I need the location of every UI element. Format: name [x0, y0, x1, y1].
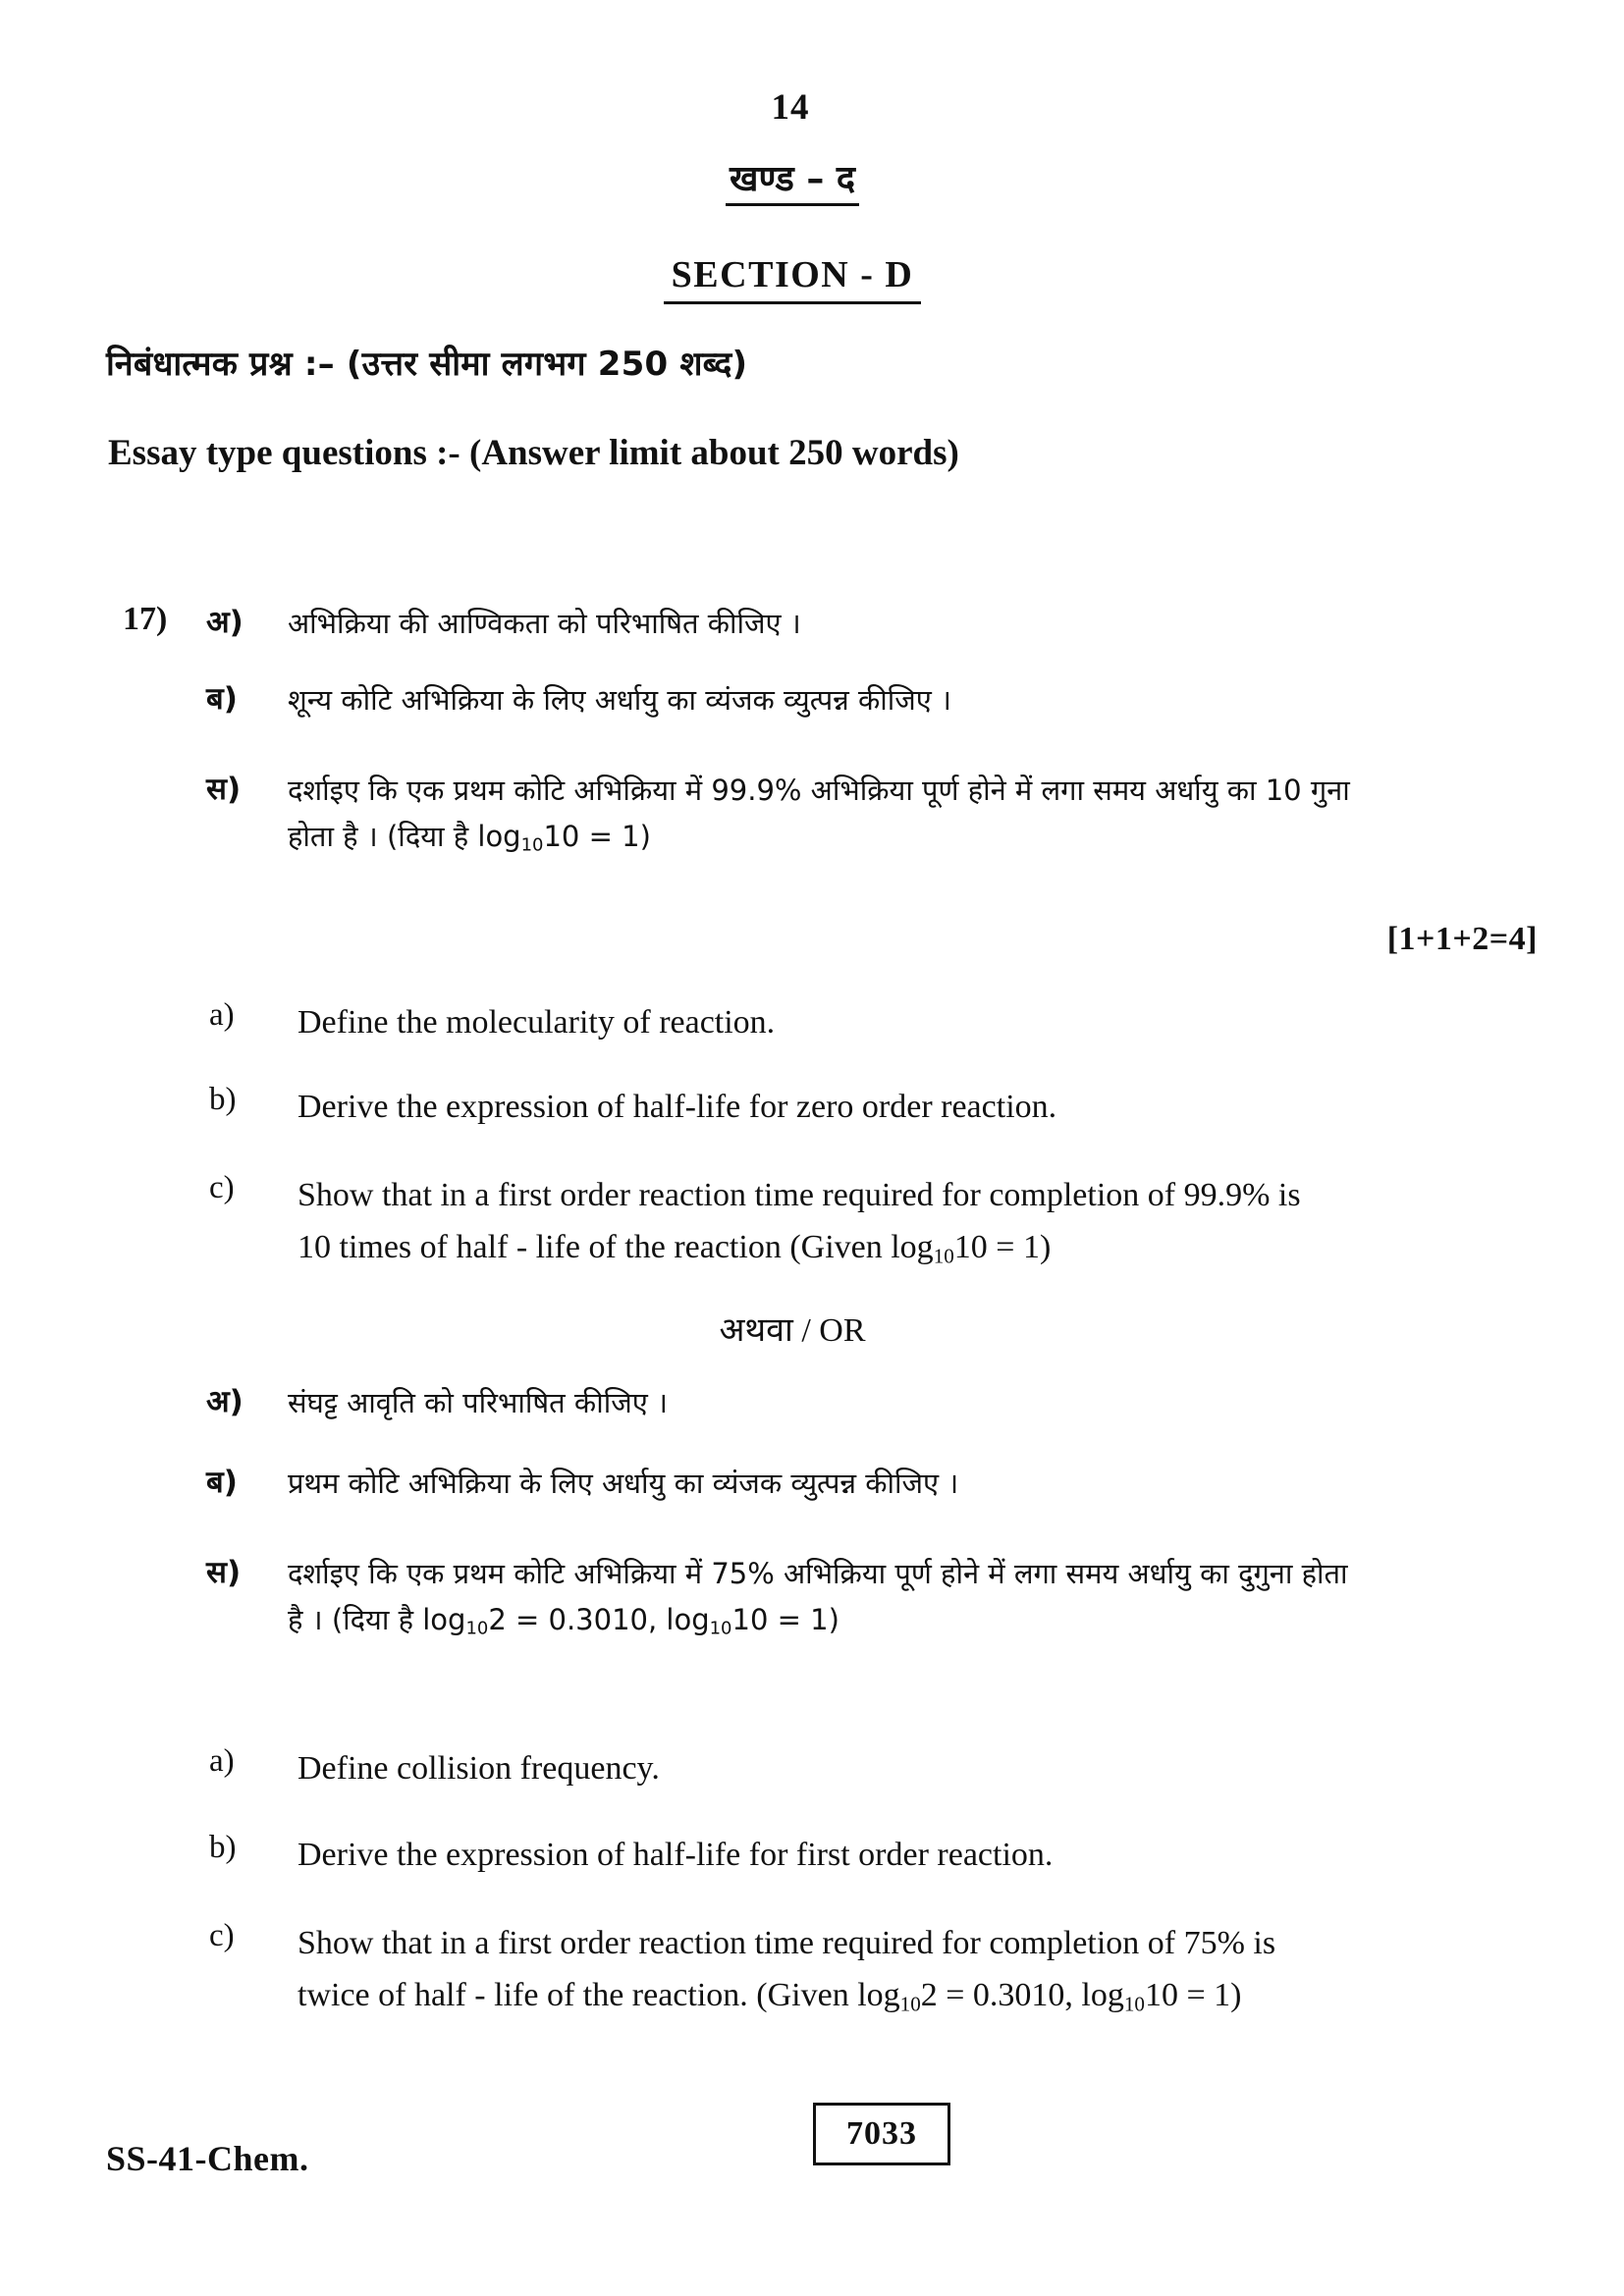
sub-question-text	[288, 1551, 1624, 1643]
section-heading-hindi	[0, 159, 1604, 206]
sub-question-label: स)	[206, 772, 242, 807]
sub-question-label: b)	[209, 1082, 237, 1117]
sub-question-text-line2-post: 10 = 1)	[1144, 1976, 1242, 2013]
sub-question-label: a)	[209, 1743, 235, 1779]
sub-question-label: b)	[209, 1830, 237, 1865]
question-number: 17)	[123, 601, 168, 637]
instruction-hindi: निबंधात्मक प्रश्न :– (उत्तर सीमा लगभग 250 शब्द)	[106, 345, 748, 384]
section-heading-hindi-text: खण्ड – द	[726, 160, 859, 206]
sub-question-label: अ)	[206, 1384, 244, 1419]
sub-question-text-line1: दर्शाइए कि एक प्रथम कोटि अभिक्रिया में 99.9% अभिक्रिया पूर्ण होने में लगा समय अर्धायु का 10 गुना	[288, 774, 1350, 807]
log-base-subscript: 10	[933, 1243, 954, 1267]
sub-question-text-line2-pre: twice of half - life of the reaction. (Given log	[298, 1976, 900, 2013]
sub-question-text: Define collision frequency.	[298, 1750, 660, 1787]
sub-question-text-line2-pre: 10 times of half - life of the reaction (Given log	[298, 1228, 934, 1265]
sub-question-label: ब)	[206, 681, 238, 717]
page-number: 14	[771, 87, 810, 128]
paper-code-text: 7033	[846, 2115, 917, 2152]
log-base-subscript: 10	[1123, 1991, 1145, 2015]
sub-question-text	[298, 1918, 1624, 2021]
or-separator: अथवा / OR	[719, 1312, 866, 1349]
sub-question-label: c)	[209, 1918, 235, 1953]
sub-question-text	[298, 1170, 1624, 1273]
sub-question-text	[288, 768, 1624, 860]
log-base-subscript: 10	[899, 1991, 921, 2015]
log-base-subscript: 10	[709, 1618, 732, 1639]
sub-question-text: Derive the expression of half-life for zero order reaction.	[298, 1089, 1057, 1125]
section-heading-english	[0, 253, 1604, 304]
paper-code-box	[813, 2103, 950, 2165]
sub-question-text-line2-pre: है । (दिया है log	[288, 1602, 466, 1636]
sub-question-text-line2-mid: 2 = 0.3010, log	[920, 1976, 1124, 2013]
sub-question-label: स)	[206, 1555, 242, 1590]
sub-question-text-line1: Show that in a first order reaction time required for completion of 99.9% is	[298, 1177, 1301, 1213]
log-base-subscript: 10	[520, 834, 544, 856]
sub-question-text: शून्य कोटि अभिक्रिया के लिए अर्धायु का व्यंजक व्युत्पन्न कीजिए ।	[288, 683, 952, 717]
footer-subject-code: SS-41-Chem.	[106, 2139, 309, 2178]
sub-question-label: अ)	[206, 605, 244, 640]
sub-question-text-line2-post: 10 = 1)	[731, 1602, 839, 1636]
sub-question-text: संघट्ट आवृति को परिभाषित कीजिए ।	[288, 1386, 668, 1419]
sub-question-label: ब)	[206, 1465, 238, 1500]
sub-question-text-line1: दर्शाइए कि एक प्रथम कोटि अभिक्रिया में 75% अभिक्रिया पूर्ण होने में लगा समय अर्धायु का दुगुना होता	[288, 1557, 1348, 1590]
sub-question-text-line2-pre: होता है । (दिया है log	[288, 819, 521, 853]
sub-question-text: Derive the expression of half-life for first order reaction.	[298, 1837, 1054, 1873]
sub-question-label: a)	[209, 997, 235, 1033]
sub-question-text-line2-post: 10 = 1)	[543, 819, 651, 853]
sub-question-text-line2-mid: 2 = 0.3010, log	[488, 1602, 710, 1636]
sub-question-text: Define the molecularity of reaction.	[298, 1004, 776, 1041]
section-heading-english-text: SECTION - D	[664, 253, 922, 304]
sub-question-label: c)	[209, 1170, 235, 1205]
marks-allocation: [1+1+2=4]	[1386, 921, 1538, 957]
sub-question-text: प्रथम कोटि अभिक्रिया के लिए अर्धायु का व्यंजक व्युत्पन्न कीजिए ।	[288, 1467, 959, 1500]
sub-question-text-line2-post: 10 = 1)	[953, 1228, 1052, 1265]
log-base-subscript: 10	[465, 1618, 489, 1639]
sub-question-text: अभिक्रिया की आण्विकता को परिभाषित कीजिए ।	[288, 607, 801, 640]
instruction-english: Essay type questions :- (Answer limit about 250 words)	[108, 433, 959, 473]
sub-question-text-line1: Show that in a first order reaction time required for completion of 75% is	[298, 1925, 1276, 1961]
